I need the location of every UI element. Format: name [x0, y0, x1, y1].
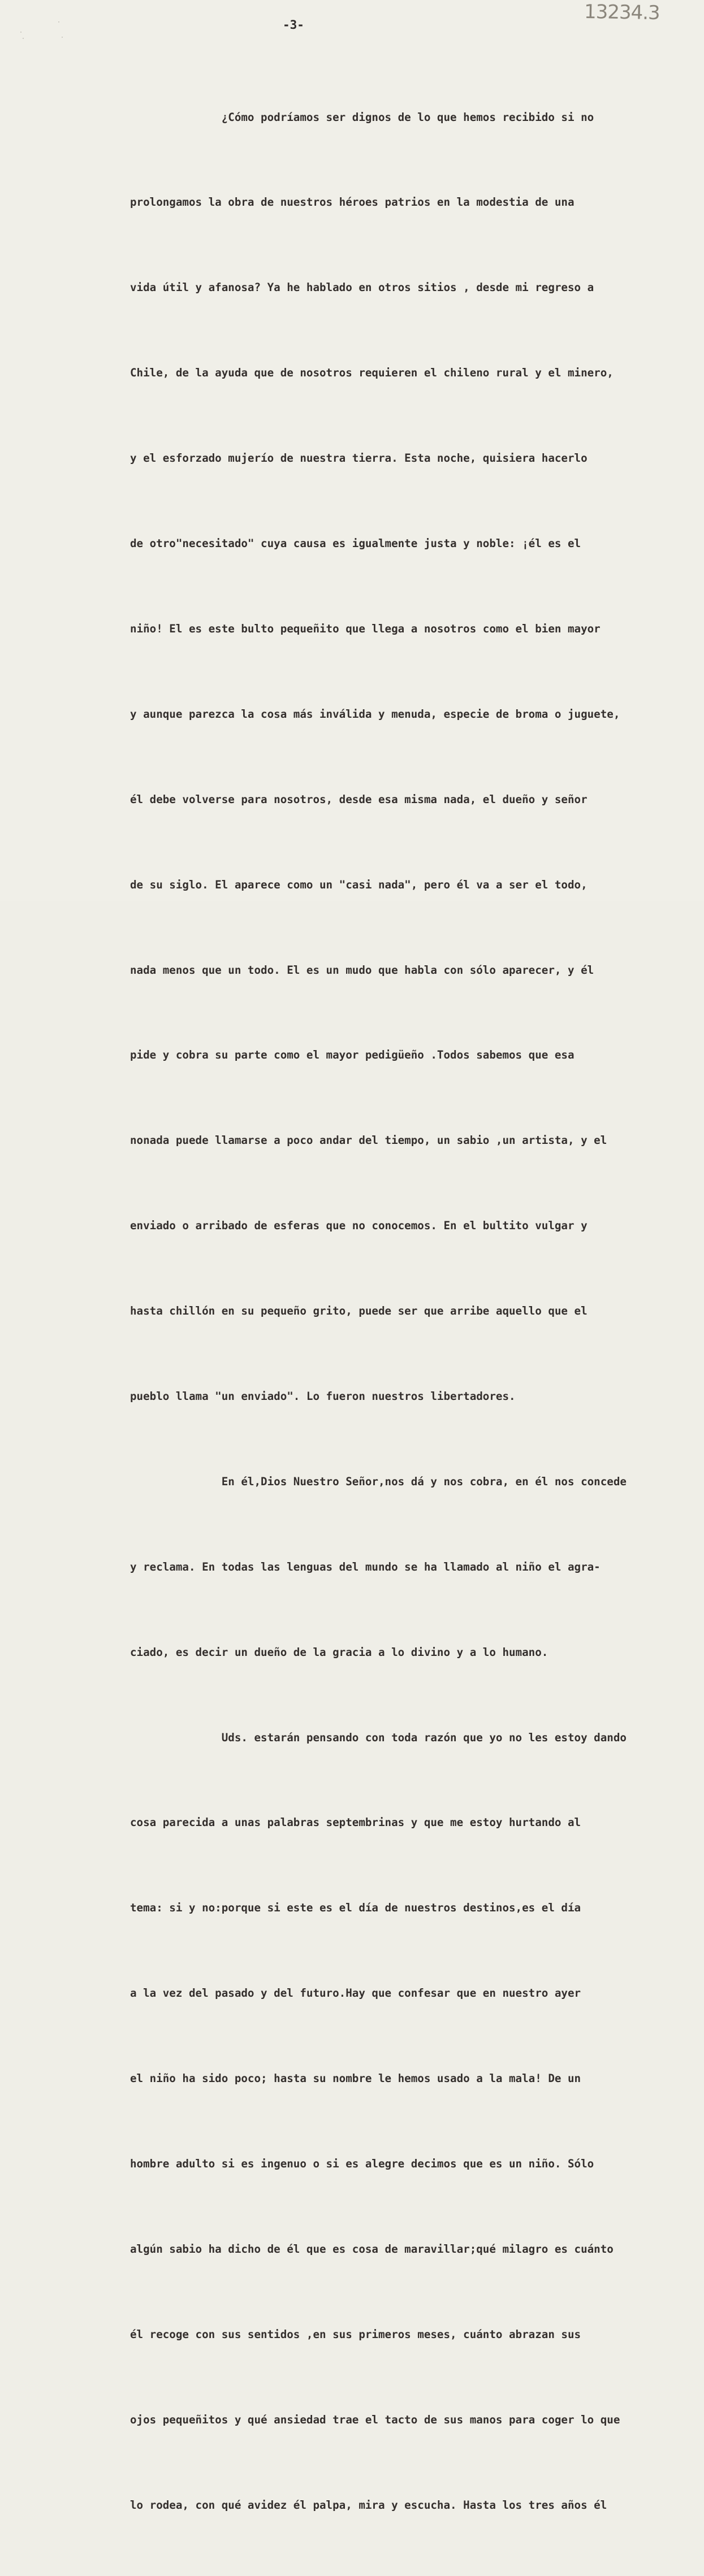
- text-line: y aunque parezca la cosa más inválida y menuda, especie de broma o juguete,: [130, 707, 620, 721]
- text-line: nada menos que un todo. El es un mudo que habla con sólo aparecer, y él: [130, 963, 594, 977]
- paper-speck: ·: [61, 34, 64, 41]
- paper-speck: ·: [19, 29, 23, 36]
- text-line: prolongamos la obra de nuestros héroes patrios en la modestia de una: [130, 196, 575, 209]
- paper-speck: ·: [57, 19, 61, 25]
- text-line: lo rodea, con qué avidez él palpa, mira y escucha. Hasta los tres años él: [130, 2498, 607, 2512]
- text-line: ciado, es decir un dueño de la gracia a lo divino y a lo humano.: [130, 1645, 548, 1659]
- text-line: de su siglo. El aparece como un "casi nada", pero él va a ser el todo,: [130, 878, 588, 891]
- text-line: cosa parecida a unas palabras septembrinas y que me estoy hurtando al: [130, 1816, 581, 1829]
- text-line: hombre adulto si es ingenuo o si es alegre decimos que es un niño. Sólo: [130, 2157, 594, 2170]
- text-line: Uds. estarán pensando con toda razón que yo no les estoy dando: [130, 1731, 627, 1744]
- text-line: ojos pequeñitos y qué ansiedad trae el tacto de sus manos para coger lo que: [130, 2413, 620, 2426]
- text-line: y reclama. En todas las lenguas del mundo se ha llamado al niño el agra-: [130, 1560, 601, 1573]
- text-line: él recoge con sus sentidos ,en sus primeros meses, cuánto abrazan sus: [130, 2327, 581, 2341]
- text-line: nonada puede llamarse a poco andar del tiempo, un sabio ,un artista, y el: [130, 1134, 607, 1147]
- body-text: [130, 46, 684, 2576]
- text-line: hasta chillón en su pequeño grito, puede ser que arribe aquello que el: [130, 1304, 588, 1318]
- text-line: tema: si y no:porque si este es el día de nuestros destinos,es el día: [130, 1901, 581, 1915]
- text-line: él debe volverse para nosotros, desde esa misma nada, el dueño y señor: [130, 792, 588, 806]
- text-line: ¿Cómo podríamos ser dignos de lo que hemos recibido si no: [130, 110, 594, 124]
- text-line: Chile, de la ayuda que de nosotros requieren el chileno rural y el minero,: [130, 366, 614, 380]
- text-line: el niño ha sido poco; hasta su nombre le hemos usado a la mala! De un: [130, 2072, 581, 2085]
- text-line: algún sabio ha dicho de él que es cosa de maravillar;qué milagro es cuánto: [130, 2242, 614, 2256]
- text-line: de otro"necesitado" cuya causa es igualmente justa y noble: ¡él es el: [130, 537, 581, 550]
- text-line: y el esforzado mujerío de nuestra tierra. Esta noche, quisiera hacerlo: [130, 452, 588, 465]
- paper-speck: ·: [21, 36, 25, 42]
- text-line: niño! El es este bulto pequeñito que llega a nosotros como el bien mayor: [130, 622, 601, 635]
- text-line: vida útil y afanosa? Ya he hablado en otros sitios , desde mi regreso a: [130, 281, 594, 294]
- archive-number: 13234.3: [584, 0, 660, 25]
- text-line: En él,Dios Nuestro Señor,nos dá y nos cobra, en él nos concede: [130, 1475, 627, 1488]
- text-line: enviado o arribado de esferas que no conocemos. En el bultito vulgar y: [130, 1219, 588, 1233]
- page-number: -3-: [283, 18, 304, 32]
- text-line: a la vez del pasado y del futuro.Hay que confesar que en nuestro ayer: [130, 1987, 581, 2000]
- text-line: pueblo llama "un enviado". Lo fueron nuestros libertadores.: [130, 1389, 516, 1403]
- text-line: pide y cobra su parte como el mayor pedigüeño .Todos sabemos que esa: [130, 1048, 575, 1062]
